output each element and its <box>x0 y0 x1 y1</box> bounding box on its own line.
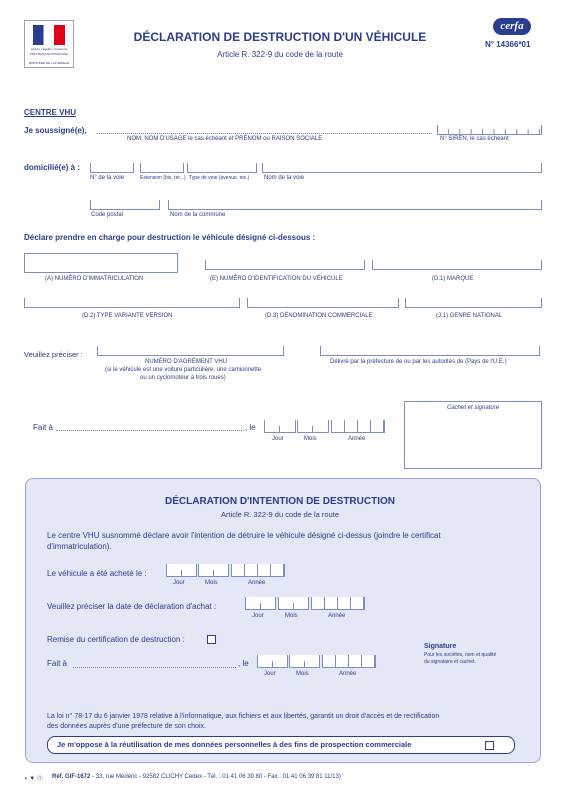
voie-number-caption: N° de la voie <box>90 175 125 181</box>
name-caption: NOM, NOM D'USAGE le cas échéant et PRÉNOM ou RAISON SOCIALE <box>127 136 323 142</box>
intention-le-label: , le <box>238 659 249 668</box>
ministry-name: MINISTÈRE DE L'INTÉRIEUR <box>28 61 70 65</box>
prefecture-field[interactable] <box>320 346 540 356</box>
extension-field[interactable] <box>140 163 184 173</box>
intention-fait-a-field[interactable] <box>73 667 236 668</box>
intention-panel <box>25 478 541 763</box>
vin-caption: (E) NUMÉRO D'IDENTIFICATION DU VÉHICULE <box>210 276 343 282</box>
voie-number-field[interactable] <box>90 163 134 173</box>
declare-text: Déclare prendre en charge pour destruction le véhicule désigné ci-dessous : <box>24 233 316 242</box>
intention-title: DÉCLARATION D'INTENTION DE DESTRUCTION <box>165 496 395 507</box>
genre-field[interactable] <box>405 298 542 308</box>
intention-fait-a-label: Fait à <box>47 659 68 668</box>
signature-title: Signature <box>424 643 457 650</box>
type-caption: (D.2) TYPE VARIANTE VERSION <box>82 313 173 319</box>
intention-mois-caption: Mois <box>296 671 309 677</box>
soussigne-label: Je soussigné(e), <box>24 126 87 135</box>
achete-jour-field[interactable] <box>166 564 197 577</box>
mois-field[interactable] <box>297 420 329 433</box>
achete-label: Le véhicule a été acheté le : <box>47 569 147 578</box>
date-achat-mois-field[interactable] <box>278 597 309 610</box>
fait-a-label: Fait à <box>33 423 54 432</box>
oppose-box <box>47 736 515 754</box>
achete-mois-field[interactable] <box>198 564 229 577</box>
intention-subtitle: Article R. 322-9 du code de la route <box>221 510 339 519</box>
date-achat-jour-field[interactable] <box>245 597 276 610</box>
denom-caption: (D.3) DÉNOMINATION COMMERCIALE <box>265 313 373 319</box>
achete-jour-caption: Jour <box>173 580 185 586</box>
oppose-checkbox[interactable] <box>485 741 494 750</box>
postal-code-caption: Code postal <box>91 212 124 218</box>
marque-field[interactable] <box>372 260 542 270</box>
date-achat-annee-field[interactable] <box>311 597 365 610</box>
siren-caption: N° SIREN, le cas échéant <box>440 136 509 142</box>
vin-field[interactable] <box>205 260 365 270</box>
immat-field[interactable] <box>24 253 178 273</box>
cerfa-number: N° 14366*01 <box>485 40 531 49</box>
agrement-caption: NUMÉRO D'AGRÉMENT VHU <box>145 359 228 365</box>
marianne-logo <box>24 20 74 68</box>
name-field[interactable] <box>97 133 432 134</box>
postal-code-field[interactable] <box>90 200 160 210</box>
domicile-label: domicilié(e) à : <box>24 163 81 172</box>
annee-caption: Année <box>348 436 366 442</box>
loi-text-2: des données auprès d'une préfecture de son choix. <box>47 723 206 730</box>
voie-type-caption: Type de voie (avenue, etc.) <box>189 175 250 181</box>
siren-field[interactable] <box>437 125 542 135</box>
jour-caption: Jour <box>272 436 284 442</box>
immat-caption: (A) NUMÉRO D'IMMATRICULATION <box>45 276 144 282</box>
intention-annee-field[interactable] <box>322 655 376 668</box>
date-achat-label: Veuillez préciser la date de déclaration d'achat : <box>47 602 217 611</box>
intention-intro-2: d'immatriculation). <box>47 542 112 551</box>
extension-caption: Extension (bis, ter...) <box>140 175 186 181</box>
intention-jour-caption: Jour <box>264 671 276 677</box>
remise-label: Remise du certification de destruction : <box>47 635 185 644</box>
oppose-text: Je m'oppose à la réutilisation de mes données personnelles à des fins de prospection commerciale <box>57 740 412 749</box>
footer-ref-code: Réf. GIF-1672 <box>52 774 91 780</box>
intention-annee-caption: Année <box>339 671 357 677</box>
footer-logos: ◗ ▼ Ⓐ <box>24 776 43 782</box>
marianne-motto: Liberté • Égalité • Fraternité <box>30 47 68 51</box>
voie-name-field[interactable] <box>262 163 542 173</box>
footer-ref <box>52 774 341 780</box>
intention-intro-1: Le centre VHU susnommé déclare avoir l'intention de détruire le véhicule désigné ci-dessus (joindre le certificat <box>47 531 441 540</box>
date-achat-annee-caption: Année <box>328 613 346 619</box>
type-field[interactable] <box>24 298 240 308</box>
denom-field[interactable] <box>247 298 399 308</box>
cerfa-logo-text: cerfa <box>500 20 524 32</box>
voie-type-field[interactable] <box>187 163 257 173</box>
loi-text-1: La loi n° 78-17 du 6 janvier 1978 relative à l'informatique, aux fichiers et aux libertés, garantit un droit d'accès et de rectification <box>47 713 440 720</box>
cachet-box[interactable] <box>404 401 542 469</box>
achete-annee-field[interactable] <box>231 564 285 577</box>
intention-mois-field[interactable] <box>289 655 320 668</box>
remise-checkbox[interactable] <box>207 635 216 644</box>
voie-name-caption: Nom de la voie <box>264 175 305 181</box>
annee-field[interactable] <box>331 420 385 433</box>
prefecture-caption: Délivré par la préfecture de ou par les autorités de (Pays de l'U.E.) <box>330 359 507 365</box>
signature-note-1: Pour les sociétés, nom et qualité <box>424 652 497 658</box>
achete-mois-caption: Mois <box>205 580 218 586</box>
commune-caption: Nom de la commune <box>170 212 226 218</box>
marque-caption: (D.1) MARQUE <box>432 276 474 282</box>
cachet-caption: Cachet et signature <box>447 405 500 411</box>
page-subtitle: Article R. 322-9 du code de la route <box>217 50 343 59</box>
page-title: DÉCLARATION DE DESTRUCTION D'UN VÉHICULE <box>133 30 427 44</box>
marianne-republique: RÉPUBLIQUE FRANÇAISE <box>30 52 68 56</box>
cerfa-logo <box>493 18 531 35</box>
footer-address: - 33, rue Médéric - 92582 CLICHY Cedex - Tél. : 01 41 06 39 80 - Fax : 01 41 06 39 81 11/13) <box>90 774 341 780</box>
fait-a-field[interactable] <box>56 430 244 431</box>
intention-jour-field[interactable] <box>257 655 288 668</box>
preciser-label: Veuillez préciser : <box>24 350 83 359</box>
date-achat-jour-caption: Jour <box>252 613 264 619</box>
achete-annee-caption: Année <box>248 580 266 586</box>
date-achat-mois-caption: Mois <box>285 613 298 619</box>
agrement-note-2: ou un cyclomoteur à trois roues) <box>140 375 226 381</box>
commune-field[interactable] <box>168 200 542 210</box>
mois-caption: Mois <box>304 436 317 442</box>
centre-vhu-heading: CENTRE VHU <box>24 108 77 117</box>
agrement-field[interactable] <box>97 346 284 356</box>
signature-note-2: du signataire et cachet. <box>424 659 476 665</box>
jour-field[interactable] <box>264 420 296 433</box>
genre-caption: (J.1) GENRE NATIONAL <box>436 313 503 319</box>
flag-icon <box>33 25 65 45</box>
le-label: , le <box>245 423 256 432</box>
agrement-note-1: (si le véhicule est une voiture particulière, une camionnette <box>105 367 262 373</box>
